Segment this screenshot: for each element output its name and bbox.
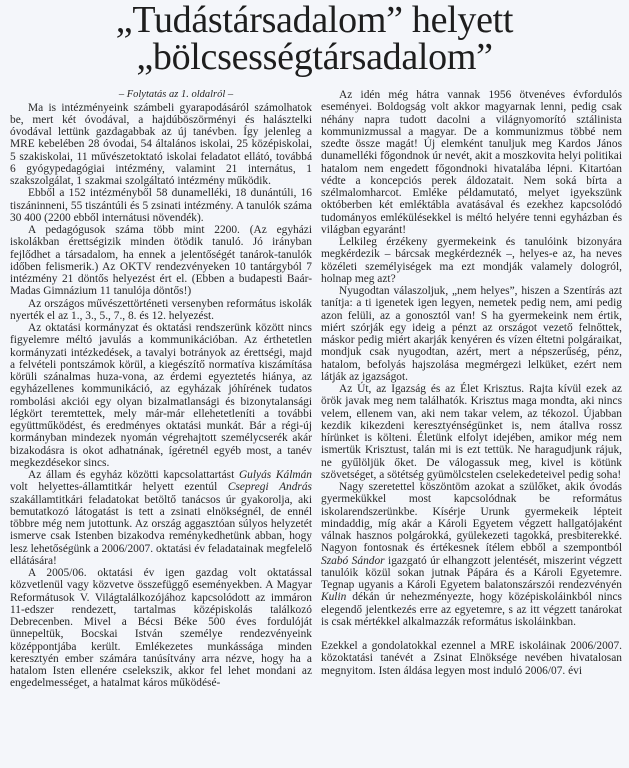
- headline-line-1: „Tudástársadalom” helyett: [115, 0, 514, 41]
- paragraph-text: Nagy szeretettel köszöntöm azokat a szülőket, akik óvodás gyermekükkel most kapcsolódnak be református iskolarendszerünkbe. Kísérje Urunk gyermekeik lépteit mindaddig, míg akár a Károli Egyetem végzett hallgatójaként válnak hasznos polgárokká, gyülekezeti tagokká, presbiterekké. Nagyon fontosnak és értékesnek ítélem ebből a szempontból: [321, 481, 622, 555]
- paragraph: Az idén még hátra vannak 1956 ötvenéves évfordulós eseményei. Boldogság volt akkor magyarnak lenni, pedig csak néhány napra tudott dacolni a világnyomorító sztálinista kommunizmussal a magyar. De a kommunizmus többé nem szedte össze magát! Új elemként tanuljuk meg Kardos János dunamelléki főgondnok úr nevét, akit a moszkovita helyi politikai hatalom nem engedett főgondnoki hivatalába lépni. Kitartóan védte a koncepciós perek áldozatait. Nem soká bírta a szélmalomharcot. Emléke példamutató, melyet igyekszünk októberben két emléktábla avatásával és ezekhez kapcsolódó tudományos emlékülésekkel is méltó helyére tenni egyházban és világban egyaránt!: [321, 89, 622, 236]
- person-name: Kulin: [321, 591, 347, 604]
- paragraph-text: igazgató úr elhangzott jelentését, miszerint végzett tanulóik közül sokan jutnak Pápára és a Károli Egyetemre. Tegnap ugyanis a Károli Egyetem balatonszárszói rendezvényén: [321, 554, 622, 591]
- article-column-left: [10, 89, 312, 690]
- paragraph: Az országos művészettörténeti versenyben református iskolák nyerték el az 1., 3., 5., 7., 8. és 12. helyezést.: [10, 297, 312, 322]
- closing-paragraph: Ezekkel a gondolatokkal ezennel a MRE iskoláinak 2006/2007. közoktatási tanévét a Zsinat Elnöksége nevében hivatalosan megnyitom. Isten áldása legyen most induló 2006/07. évi: [321, 640, 622, 677]
- paragraph: [10, 469, 312, 567]
- paragraph: Lelkileg érzékeny gyermekeink és tanulóink bizonyára megkérdezik – bárcsak megkérdeznék –, helyes-e az, ha neves közéleti személyiségek ma ezt mondják valamely dologról, holnap meg azt?: [321, 236, 622, 285]
- paragraph: A pedagógusok száma több mint 2200. (Az egyházi iskolákban érettségizik minden ötödik tanuló. Jó irányban fejlődhet a társadalom, ha ennek a jelentőségét tanárok-tanulók időben felismerik.) Az OKTV rendezvényeken 10 tantárgyból 7 intézmény 21 döntős helyezést ért el. (Ebben a budapesti Baár-Madas Gimnázium 11 tanulója döntős!): [10, 224, 312, 298]
- person-name: Csepregi András: [227, 481, 312, 494]
- person-name: Gulyás Kálmán: [238, 469, 312, 481]
- paragraph: Az oktatási kormányzat és oktatási rendszerünk között nincs figyelemre méltó javulás a kommunikációban. Az érthetetlen kormányzati intézkedések, a tavalyi botrányok az érettségi, majd a felvételi pontszámok körül, a kiegészítő normatíva kiszámítása körüli szánalmas huza-vona, az érdemi egyeztetés hiánya, az egyházellenes kommunikáció, az egyházak jóhírének tudatos rombolási akciói egy olyan bizalmatlansági és bizonytalansági légkört teremtettek, mely már-már ellehetetleníti a további együttműködést, és eredményes oktatási munkát. Bár a régi-új kormányban mindezek nyomán végrehajtott személycserék akár bizakodásra is okot adhatnának, ígéretnél egyéb most, a tanév megkezdésekor sincs.: [10, 322, 312, 469]
- paragraph-text: volt helyettes-államtitkár helyett ezentúl: [10, 481, 228, 494]
- paragraph: [321, 481, 622, 628]
- paragraph: A 2005/06. oktatási év igen gazdag volt oktatással közvetlenül vagy közvetve összefüggő eseményekben. A Magyar Reformátusok V. Világtalálkozójához kapcsolódott az immáron 11-edszer rendezett, tartalmas középiskolás találkozó Debrecenben. Mivel a Bécsi Béke 500 éves fordulóját ünnepeltük, Bocskai István személye rendezvényeink középpontjába került. Emlékezetes munkássága minden keresztyén ember számára tanúsítvány arra nézve, hogy ha a hatalom Isten ellenére cselekszik, akkor fel lehet mondani az engedelmességet, a hatalmat káros működésé-: [10, 567, 312, 690]
- person-name: Szabó Sándor: [321, 554, 385, 567]
- paragraph-text: Az állam és egyház közötti kapcsolattartást: [28, 469, 239, 481]
- paragraph: Ebből a 152 intézményből 58 dunamelléki, 18 dunántúli, 16 tiszáninneni, 55 tiszántúli és 5 zsinati intézmény. A tanulók száma 30 400 (2200 ebből internátusi növendék).: [10, 187, 312, 224]
- paragraph: Nyugodtan válaszoljuk, „nem helyes”, hiszen a Szentírás azt tanítja: a ti igenetek igen legyen, nemetek pedig nem, ami pedig azon felüli, az a gonosztól van! S ha gyermekeink nem értik, miért szórják egy ideig a pénzt az országot vezető felnőttek, máskor pedig miért akarják kenyéren és vízen éltetni polgáraikat, mondjuk csak nyugodtan, azért, mert a népszerűség, pénz, hatalom, befolyás hajszolása megmérgezi lelküket, ezért nem látják az igazságot.: [321, 285, 622, 383]
- paragraph-text: dékán úr nehezményezte, hogy középiskoláinkból nincs elegendő jelentkezés erre az egyetemre, s az itt végzett tanárokat is csak mértékkel alkalmazzák református iskoláinkban.: [321, 591, 622, 628]
- article-headline: [0, 2, 629, 76]
- headline-line-2: „bölcsességtársadalom”: [136, 36, 493, 78]
- continued-from-note: – Folytatás az 1. oldalról –: [118, 89, 234, 100]
- paragraph: Ma is intézményeink számbeli gyarapodásáról számolhatok be, mert két óvodával, a hajdúböszörményi és halásztelki óvodával lettünk gazdagabbak az új tanévben. Így jelenleg a MRE kebelében 28 óvodai, 54 általános iskolai, 25 középiskolai, 5 szakiskolai, 11 művészetoktató iskolai feladatot ellátó, továbbá 6 gyógypedagógiai intézmény, valamint 21 internátus, 1 szakszolgálat, 1 szakmai szolgáltató intézmény működik.: [10, 101, 312, 187]
- paragraph: Az Út, az Igazság és az Élet Krisztus. Rajta kívül ezek az örök javak meg nem találhatók. Krisztus maga mondta, aki nincs velem, ellenem van, aki nem takar velem, az tékozol. Újabban kezdik kikezdeni keresztyénségünket is, nem átallva rossz hírünket is költeni. Életünk elfolyt idejében, amikor még nem ismertük Krisztust, talán mi is ezt tettük. Ne haragudjunk rájuk, ne gyűlöljük őket. De válogassuk meg, kivel is kötünk szövetséget, a sötétség gyümölcstelen cselekedeteivel pedig soha!: [321, 383, 622, 481]
- paragraph-text: szakállamtitkári feladatokat betöltő tanácsos úr gyakorolja, aki bemutatkozó látogatást is tett a zsinati elnökségnél, de ennél többre még nem jutottunk. Az ország aggasztóan súlyos helyzetét ismerve csak Istenben bizakodva reménykedhetünk abban, hogy lesz lehetőségünk a 2006/2007. oktatási év feladatainak megfelelő ellátására!: [10, 493, 312, 567]
- article-column-right: [321, 89, 622, 677]
